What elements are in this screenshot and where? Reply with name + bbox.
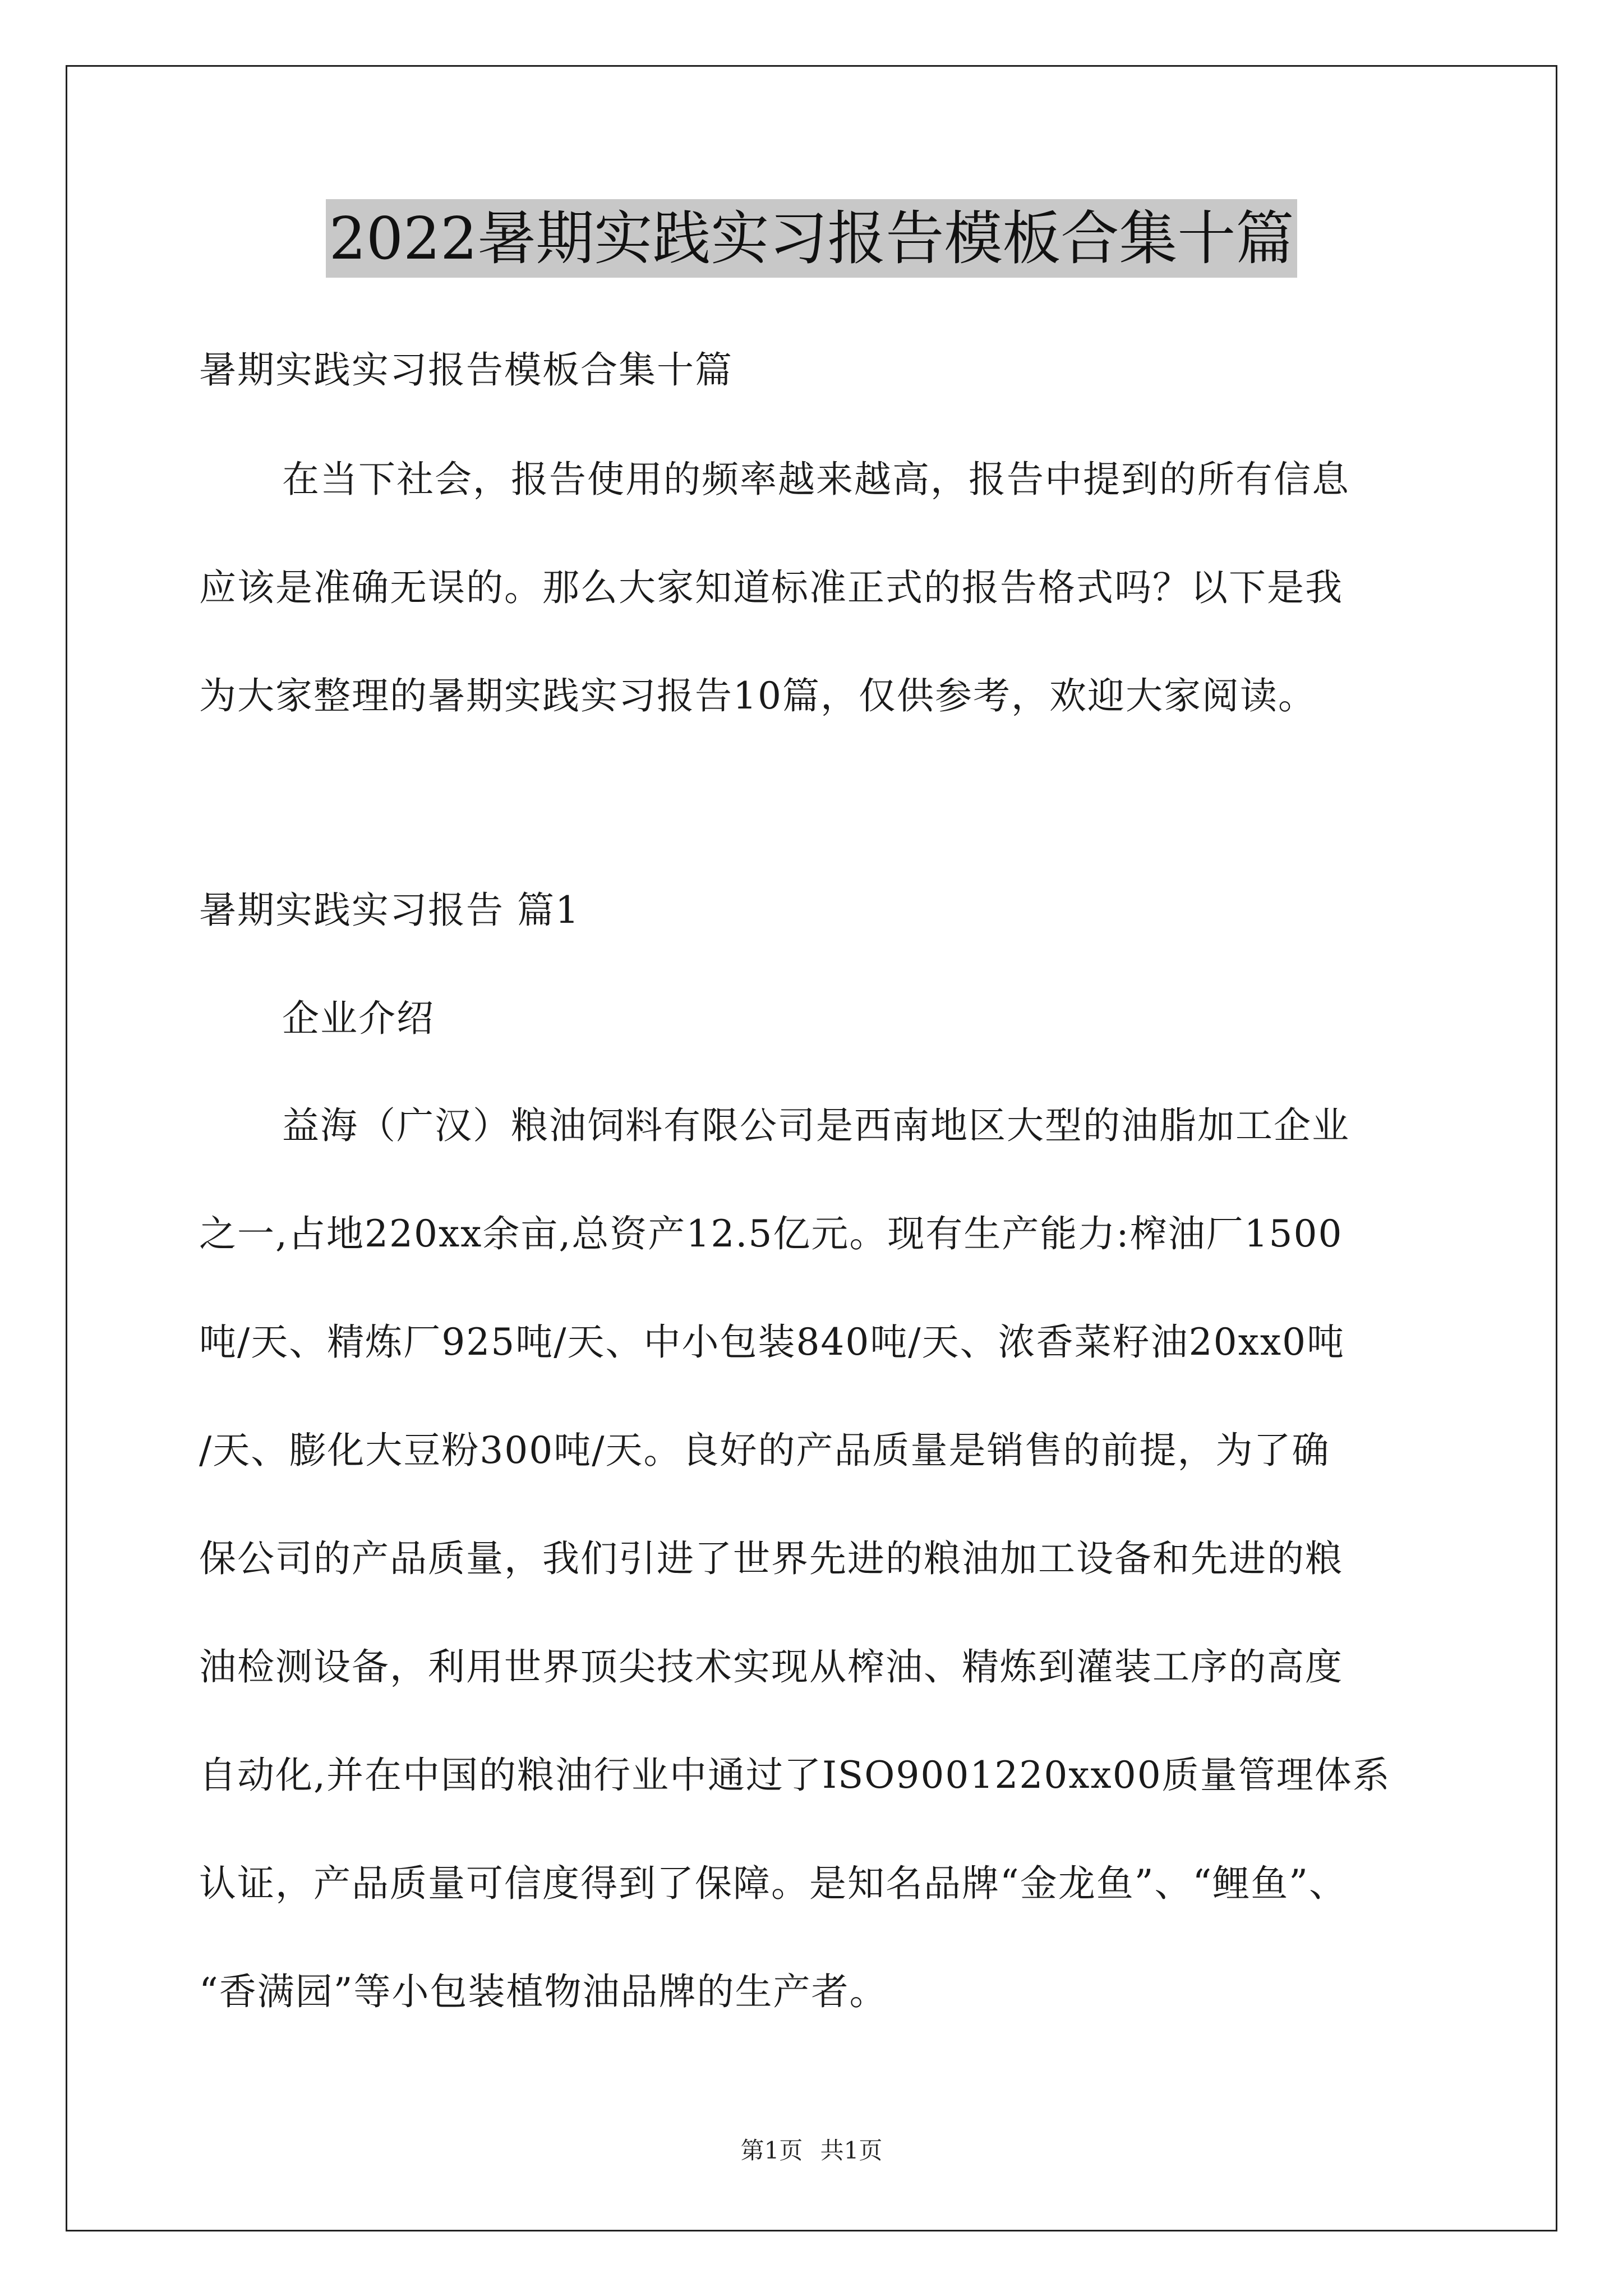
body-line: 自动化,并在中国的粮油行业中通过了ISO9001220xx00质量管理体系 [199, 1754, 1391, 1797]
page-footer: 第1页 共1页 [740, 2137, 883, 2164]
body-line: 油检测设备，利用世界顶尖技术实现从榨油、精炼到灌装工序的高度 [199, 1645, 1343, 1688]
document-subtitle: 暑期实践实习报告模板合集十篇 [199, 348, 733, 392]
body-line: 之一,占地220xx余亩,总资产12.5亿元。现有生产能力:榨油厂1500 [199, 1212, 1343, 1255]
body-line: 益海（广汉）粮油饲料有限公司是西南地区大型的油脂加工企业 [282, 1104, 1350, 1147]
body-line: 保公司的产品质量，我们引进了世界先进的粮油加工设备和先进的粮 [199, 1537, 1343, 1580]
body-line: /天、膨化大豆粉300吨/天。良好的产品质量是销售的前提，为了确 [199, 1429, 1330, 1472]
section-heading: 暑期实践实习报告 篇1 [199, 889, 580, 932]
intro-line: 在当下社会，报告使用的频率越来越高，报告中提到的所有信息 [282, 458, 1350, 501]
intro-line: 应该是准确无误的。那么大家知道标准正式的报告格式吗？以下是我 [199, 566, 1343, 609]
intro-line: 为大家整理的暑期实践实习报告10篇，仅供参考，欢迎大家阅读。 [199, 674, 1316, 717]
body-line: 认证，产品质量可信度得到了保障。是知名品牌“金龙鱼”、“鲤鱼”、 [199, 1862, 1347, 1905]
body-line: “香满园”等小包装植物油品牌的生产者。 [199, 1970, 888, 2013]
document-title-text: 2022暑期实践实习报告模板合集十篇 [326, 199, 1298, 278]
section-subheading: 企业介绍 [282, 997, 435, 1040]
document-title [0, 199, 1623, 278]
body-line: 吨/天、精炼厂925吨/天、中小包装840吨/天、浓香菜籽油20xx0吨 [199, 1320, 1345, 1364]
